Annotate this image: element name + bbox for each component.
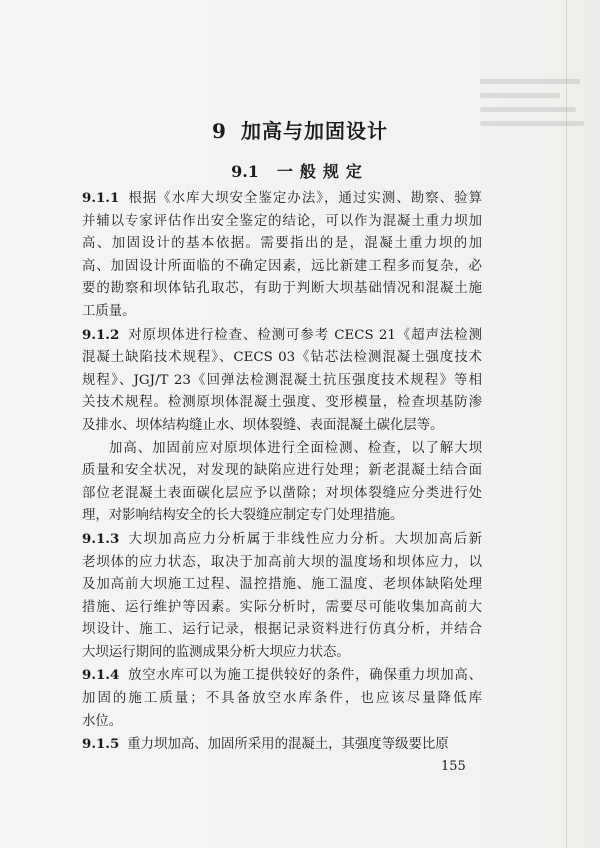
clause-number: 9.1.4 <box>82 667 120 684</box>
section-title <box>0 159 600 182</box>
line-text: 加高、加固前应对原坝体进行全面检测、检查，以了解大坝 <box>109 440 482 456</box>
clause-number: 9.1.5 <box>82 736 120 753</box>
line-text: 高、加固设计的基本依据。需要指出的是，混凝土重力坝的加 <box>82 236 482 252</box>
paragraph-line <box>82 619 482 642</box>
document-body <box>82 187 482 757</box>
paragraph-line <box>82 688 482 711</box>
clause-number: 9.1.3 <box>82 530 120 547</box>
line-text: 大坝运行期间的监测成果分析大坝应力状态。 <box>82 644 350 660</box>
chapter-number: 9 <box>212 119 227 143</box>
clause-number: 9.1.2 <box>82 326 120 343</box>
line-text: 重力坝加高、加固所采用的混凝土，其强度等级要比原 <box>127 737 449 753</box>
line-text: 理，对影响结构安全的长大裂缝应制定专门处理措施。 <box>82 508 404 524</box>
paragraph-line <box>82 711 482 734</box>
line-text: 混凝土缺陷技术规程》、CECS 03《钻芯法检测混凝土强度技术 <box>82 350 482 366</box>
paragraph-line <box>82 528 482 552</box>
paragraph-line <box>82 233 482 256</box>
paragraph <box>82 664 482 733</box>
paragraph-line <box>82 256 482 279</box>
paragraph-line <box>82 301 482 324</box>
paragraph <box>82 733 482 757</box>
line-text: 坝设计、施工、运行记录，根据记录资料进行仿真分析，并结合 <box>82 622 482 638</box>
chapter-title <box>0 115 600 144</box>
paragraph <box>82 324 482 438</box>
clause-number: 9.1.1 <box>82 190 120 206</box>
paragraph-line <box>82 483 482 506</box>
paragraph-line <box>82 347 482 370</box>
paragraph-line <box>82 574 482 597</box>
line-text: 水位。 <box>82 713 123 729</box>
section-number: 9.1 <box>231 162 259 181</box>
paragraph <box>82 438 482 528</box>
section-title-text: 一般规定 <box>276 162 369 181</box>
chapter-title-text: 加高与加固设计 <box>240 119 388 143</box>
line-text: 措施、运行维护等因素。实际分析时，需要尽可能收集加高前大 <box>82 599 482 615</box>
paragraph-line <box>82 392 482 415</box>
paragraph-line <box>82 278 482 301</box>
paragraph-line <box>82 733 482 757</box>
line-text: 及加高前大坝施工过程、温控措施、施工温度、老坝体缺陷处理 <box>82 577 482 593</box>
line-text: 质量和安全状况，对发现的缺陷应进行处理；新老混凝土结合面 <box>82 463 482 479</box>
line-text: 大坝加高应力分析属于非线性应力分析。大坝加高后新 <box>127 531 482 547</box>
line-text: 高、加固设计所面临的不确定因素，远比新建工程多而复杂，必 <box>82 258 482 274</box>
line-text: 部位老混凝土表面碳化层应予以凿除；对坝体裂缝应分类进行处 <box>82 485 482 501</box>
paragraph <box>82 528 482 665</box>
paragraph-line <box>82 460 482 483</box>
paragraph-line <box>82 505 482 528</box>
line-text: 并辅以专家评估作出安全鉴定的结论，可以作为混凝土重力坝加 <box>82 213 482 229</box>
line-text: 规程》、JGJ/T 23《回弹法检测混凝土抗压强度技术规程》等相 <box>82 372 482 388</box>
line-text: 及排水、坝体结构缝止水、坝体裂缝、表面混凝土碳化层等。 <box>82 417 444 433</box>
paragraph-line <box>82 642 482 665</box>
paragraph-line <box>82 415 482 438</box>
paragraph-line <box>82 324 482 348</box>
paragraph-line <box>82 552 482 575</box>
line-text: 根据《水库大坝安全鉴定办法》，通过实测、勘察、验算 <box>127 191 482 206</box>
line-text: 老坝体的应力状态，取决于加高前大坝的温度场和坝体应力，以 <box>82 554 482 570</box>
line-text: 对原坝体进行检查、检测可参考 CECS 21《超声法检测 <box>127 327 482 343</box>
paragraph-line <box>82 187 482 211</box>
line-text: 放空水库可以为施工提供较好的条件，确保重力坝加高、 <box>127 668 482 684</box>
line-text: 关技术规程。检测原坝体混凝土强度、变形模量，检查坝基防渗 <box>82 395 482 411</box>
paragraph-line <box>82 370 482 393</box>
paragraph-line <box>82 438 482 461</box>
paragraph-line <box>82 664 482 688</box>
paragraph-line <box>82 597 482 620</box>
paragraph-line <box>82 211 482 234</box>
line-text: 加固的施工质量；不具备放空水库条件，也应该尽量降低库 <box>82 691 482 707</box>
line-text: 工质量。 <box>82 303 136 319</box>
line-text: 要的勘察和坝体钻孔取芯，有助于判断大坝基础情况和混凝土施 <box>82 281 482 297</box>
paragraph <box>82 187 482 324</box>
page-number: 155 <box>441 759 466 774</box>
